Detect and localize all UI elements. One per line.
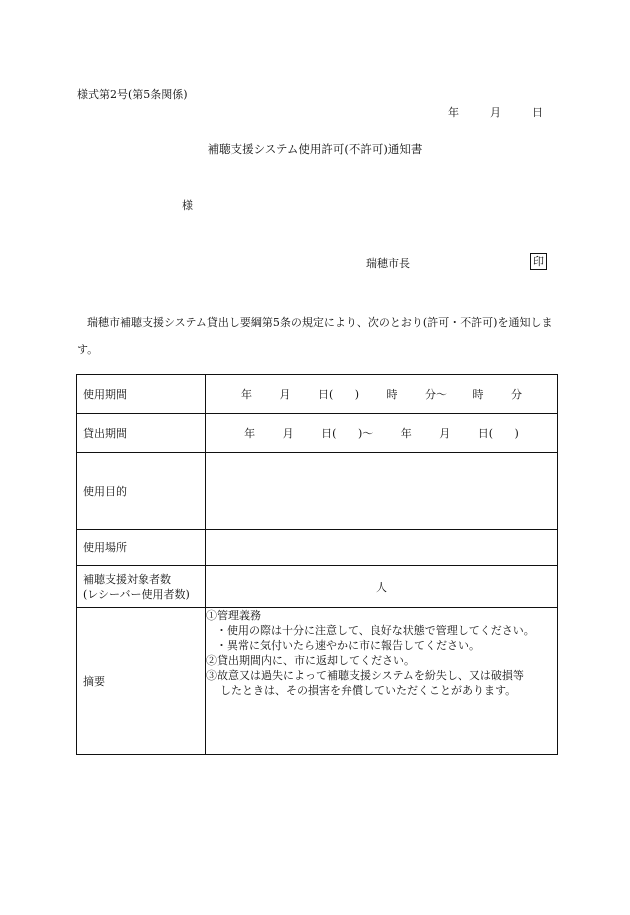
date-month: 月 xyxy=(490,106,501,119)
target-count-label-line2: (レシーバー使用者数) xyxy=(83,587,190,601)
lending-end-close: ) xyxy=(514,427,519,440)
lending-start-close: )〜 xyxy=(357,427,374,440)
row-target-count xyxy=(77,566,558,608)
usage-minute-end: 分 xyxy=(511,388,523,401)
target-count-label xyxy=(77,566,206,608)
lending-period-label: 貸出期間 xyxy=(77,414,206,453)
lending-period-value[interactable] xyxy=(206,414,558,453)
usage-day-close: ) xyxy=(354,388,360,401)
lending-end-day: 日( xyxy=(477,427,494,440)
remarks-label: 摘要 xyxy=(77,608,206,755)
purpose-value[interactable] xyxy=(206,453,558,530)
lending-start-day: 日( xyxy=(321,427,337,440)
issuer-name: 瑞穂市長 xyxy=(366,257,410,270)
remarks-line-3: ・異常に気付いたら速やかに市に報告してください。 xyxy=(216,639,480,652)
details-table xyxy=(76,374,558,755)
date-year: 年 xyxy=(448,106,459,119)
addressee-suffix: 様 xyxy=(182,199,193,212)
usage-minute-start: 分〜 xyxy=(425,388,448,401)
usage-hour-end: 時 xyxy=(472,388,484,401)
usage-year: 年 xyxy=(240,388,252,401)
target-count-unit: 人 xyxy=(376,580,387,594)
usage-hour-start: 時 xyxy=(386,388,398,401)
remarks-line-1: ①管理義務 xyxy=(206,609,261,622)
usage-period-value[interactable] xyxy=(206,375,558,414)
usage-month: 月 xyxy=(279,388,291,401)
row-usage-period xyxy=(77,375,558,414)
body-text-content: 瑞穂市補聴支援システム貸出し要綱第5条の規定により、次のとおり(許可・不許可)を通知します。 xyxy=(77,316,553,356)
target-count-value[interactable] xyxy=(206,566,558,608)
body-text xyxy=(77,309,557,363)
lending-end-month: 月 xyxy=(439,427,451,440)
row-lending-period xyxy=(77,414,558,453)
usage-day-open: 日( xyxy=(317,388,334,401)
date-day: 日 xyxy=(532,106,543,119)
remarks-line-6: したときは、その損害を弁償していただくことがあります。 xyxy=(220,684,517,697)
remarks-value xyxy=(206,608,558,755)
row-remarks xyxy=(77,608,558,755)
lending-start-year: 年 xyxy=(244,427,256,440)
location-label: 使用場所 xyxy=(77,530,206,566)
usage-period-label: 使用期間 xyxy=(77,375,206,414)
remarks-line-2: ・使用の際は十分に注意して、良好な状態で管理してください。 xyxy=(216,624,535,637)
purpose-label: 使用目的 xyxy=(77,453,206,530)
date-line xyxy=(448,104,543,120)
lending-end-year: 年 xyxy=(400,427,412,440)
remarks-line-4: ②貸出期間内に、市に返却してください。 xyxy=(206,654,415,667)
row-location xyxy=(77,530,558,566)
location-value[interactable] xyxy=(206,530,558,566)
row-purpose xyxy=(77,453,558,530)
remarks-line-5: ③故意又は過失によって補聴支援システムを紛失し、又は破損等 xyxy=(206,669,524,682)
lending-start-month: 月 xyxy=(282,427,294,440)
seal-mark: 印 xyxy=(530,253,547,270)
document-title: 補聴支援システム使用許可(不許可)通知書 xyxy=(207,142,423,156)
form-number: 様式第2号(第5条関係) xyxy=(77,88,188,101)
target-count-label-line1: 補聴支援対象者数 xyxy=(83,572,171,586)
